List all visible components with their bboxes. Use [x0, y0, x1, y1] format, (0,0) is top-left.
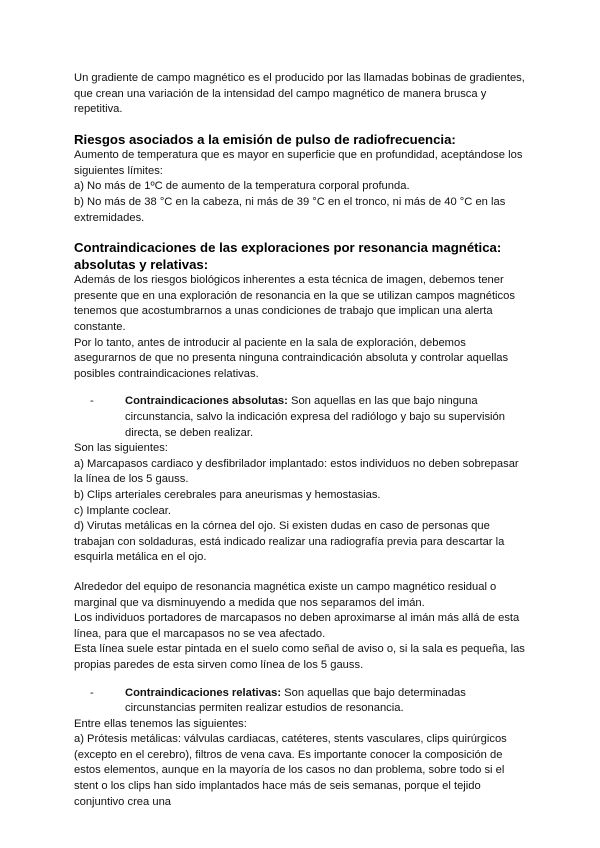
- bullet-absolutas: [90, 394, 528, 441]
- list-item: a) Marcapasos cardiaco y desfibrilador implantado: estos individuos no deben sobrepasar la línea de los 5 gauss.: [74, 457, 519, 486]
- list-item: a) No más de 1ºC de aumento de la temperatura corporal profunda.: [74, 180, 410, 193]
- paragraph: Además de los riesgos biológicos inherentes a esta técnica de imagen, debemos tener presente que en una exploración de resonancia en la que se utilizan campos magnéticos tenemos que acostumbrarnos a unas condiciones de trabajo que implican una alerta constante.: [74, 274, 515, 334]
- paragraph: Esta línea suele estar pintada en el suelo como señal de aviso o, si la sala es pequeña, las propias paredes de esta sirven como línea de los 5 gauss.: [74, 643, 525, 671]
- section-heading-contraindications: Contraindicaciones de las exploraciones por resonancia magnética: absolutas y relativas:: [74, 240, 502, 272]
- bullet-label: Contraindicaciones absolutas:: [125, 395, 288, 408]
- paragraph: Los individuos portadores de marcapasos no deben aproximarse al imán más allá de esta línea, para que el marcapasos no se vea afectado.: [74, 612, 520, 640]
- section-heading-radiofrequency: Riesgos asociados a la emisión de pulso de radiofrecuencia:: [74, 131, 456, 147]
- bullet-dash: -: [90, 395, 94, 408]
- paragraph: Aumento de temperatura que es mayor en superficie que en profundidad, aceptándose los siguientes límites:: [74, 149, 523, 177]
- list-item: d) Virutas metálicas en la córnea del ojo. Si existen dudas en caso de personas que trabajan con soldaduras, está indicado realizar una radiografía previa para descartar la esquirla metálica en el ojo.: [74, 520, 505, 564]
- list-item: a) Prótesis metálicas: válvulas cardiacas, catéteres, stents vasculares, clips quirúrgicos (excepto en el cerebro), filtros de vena cava. Es importante conocer la composición de estos elementos, aunque en la mayoría de los casos no dan problema, sobre todo si el stent o los clips han sido implantados hace más de seis semanas, porque el tejido conjuntivo crea una: [74, 733, 507, 808]
- document-body: [74, 71, 528, 810]
- intro-paragraph: Un gradiente de campo magnético es el producido por las llamadas bobinas de gradientes, que crean una variación de la intensidad del campo magnético de manera brusca y repetitiva.: [74, 72, 525, 116]
- bullet-dash: -: [90, 686, 94, 699]
- bullet-relativas: [90, 686, 528, 717]
- list-item: b) Clips arteriales cerebrales para aneurismas y hemostasias.: [74, 488, 381, 501]
- bullet-text: Son aquellas en las que bajo ninguna circunstancia, salvo la indicación expresa del radiólogo y bajo su supervisión directa, se deben realizar.: [125, 395, 505, 439]
- paragraph: Entre ellas tenemos las siguientes:: [74, 717, 247, 730]
- bullet-label: Contraindicaciones relativas:: [125, 686, 282, 699]
- paragraph: Son las siguientes:: [74, 442, 168, 455]
- list-item: c) Implante coclear.: [74, 504, 171, 517]
- bullet-text: Son aquellas que bajo determinadas circunstancias permiten realizar estudios de resonancia.: [125, 686, 466, 715]
- list-item: b) No más de 38 °C en la cabeza, ni más de 39 °C en el tronco, ni más de 40 °C en las extremidades.: [74, 196, 506, 224]
- paragraph: Por lo tanto, antes de introducir al paciente en la sala de exploración, debemos asegurarnos de que no presenta ninguna contraindicación absoluta y controlar aquellas posibles contraindicaciones relativas.: [74, 336, 509, 380]
- paragraph: Alrededor del equipo de resonancia magnética existe un campo magnético residual o marginal que va disminuyendo a medida que nos separamos del imán.: [74, 580, 497, 609]
